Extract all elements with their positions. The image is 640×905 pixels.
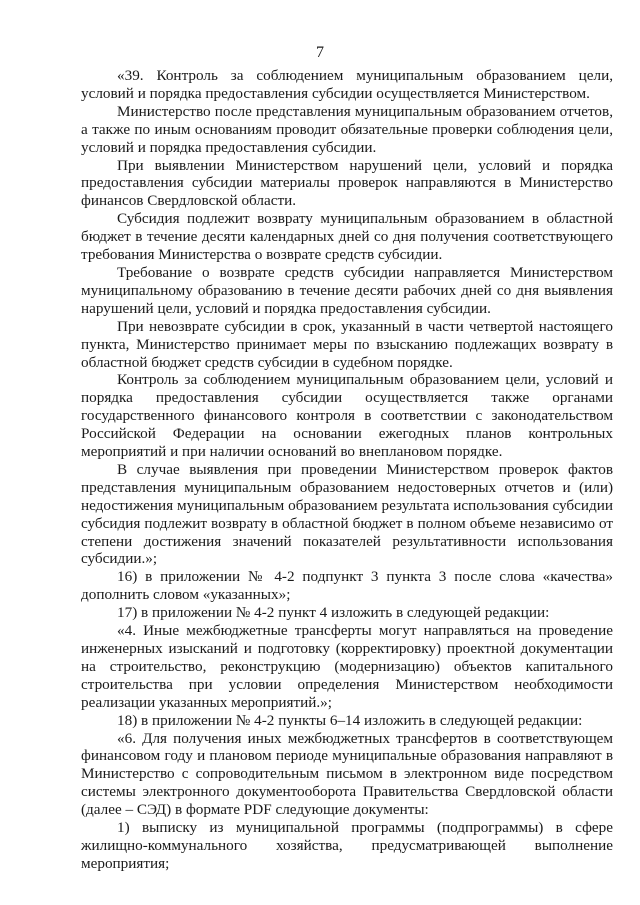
paragraph: Требование о возврате средств субсидии направляется Министерством муниципальному образованию в течение десяти рабочих дней со дня выявления нарушений цели, условий и порядка предоставления субсидии. bbox=[81, 263, 613, 317]
paragraph: «4. Иные межбюджетные трансферты могут направляться на проведение инженерных изысканий и подготовку (корректировку) проектной документации на строительство, реконструкцию (модернизацию) объектов капитального строительства при условии определения Министерством необходимости реализации указанных мероприятий.»; bbox=[81, 622, 613, 711]
paragraph: «6. Для получения иных межбюджетных трансфертов в соответствующем финансовом году и плановом периоде муниципальные образования направляют в Министерство с сопроводительным письмом в электронном виде посредством системы электронного документооборота Правительства Свердловской области (далее – СЭД) в формате PDF следующие документы: bbox=[81, 729, 613, 819]
paragraph: При невозврате субсидии в срок, указанный в части четвертой настоящего пункта, Министерство принимает меры по взысканию подлежащих возврату в областной бюджет средств субсидии в судебном порядке. bbox=[81, 317, 613, 371]
paragraph: 16) в приложении № 4-2 подпункт 3 пункта 3 после слова «качества» дополнить словом «указанных»; bbox=[81, 568, 613, 604]
paragraph: 17) в приложении № 4-2 пункт 4 изложить в следующей редакции: bbox=[117, 604, 550, 622]
paragraph: Контроль за соблюдением муниципальным образованием цели, условий и порядка предоставления субсидии осуществляется также органами государственного финансового контроля в соответствии с законодательством Российской Федерации на основании ежегодных планов контрольных мероприятий и при наличии оснований во внеплановом порядке. bbox=[81, 371, 613, 461]
paragraph: 1) выписку из муниципальной программы (подпрограммы) в сфере жилищно-коммунального хозяйства, предусматривающей выполнение мероприятия; bbox=[81, 819, 613, 872]
page-number: 7 bbox=[316, 44, 324, 61]
paragraph: Субсидия подлежит возврату муниципальным образованием в областной бюджет в течение десяти календарных дней со дня получения соответствующего требования Министерства о возврате средств субсидии. bbox=[81, 210, 613, 264]
paragraph: Министерство после представления муниципальным образованием отчетов, а также по иным основаниям проводит обязательные проверки соблюдения цели, условий и порядка предоставления субсидии. bbox=[81, 102, 613, 156]
paragraph: При выявлении Министерством нарушений цели, условий и порядка предоставления субсидии материалы проверок направляются в Министерство финансов Свердловской области. bbox=[81, 156, 613, 210]
paragraph: В случае выявления при проведении Министерством проверок фактов представления муниципальным образованием недостоверных отчетов и (или) недостижения муниципальным образованием результата использования субсидии субсидия подлежит возврату в областной бюджет в полном объеме независимо от степени достижения значений показателей результативности использования субсидии.»; bbox=[81, 460, 613, 568]
paragraph: 18) в приложении № 4-2 пункты 6–14 изложить в следующей редакции: bbox=[117, 711, 583, 729]
document-body bbox=[81, 67, 613, 873]
paragraph: «39. Контроль за соблюдением муниципальным образованием цели, условий и порядка предоставления субсидии осуществляется Министерством. bbox=[81, 67, 613, 102]
